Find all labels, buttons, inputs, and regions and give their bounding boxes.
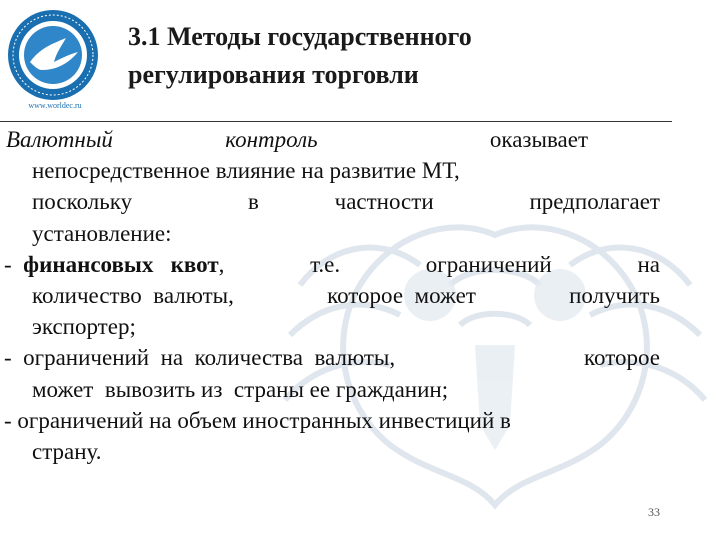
italic-term: Валютный bbox=[6, 127, 113, 152]
text-fragment: ограничений bbox=[425, 251, 552, 277]
list-item-line: страну. bbox=[32, 439, 102, 465]
text-fragment: которое bbox=[584, 345, 660, 371]
paragraph-line: непосредственное влияние на развитие МТ, bbox=[32, 158, 460, 184]
paragraph-line bbox=[0, 186, 660, 217]
list-item-line: экспортер; bbox=[32, 314, 136, 340]
text-fragment: получить bbox=[569, 283, 660, 309]
text-fragment: оказывает bbox=[489, 127, 588, 152]
italic-term: контроль bbox=[225, 127, 318, 152]
page-title bbox=[128, 18, 688, 94]
title-line-1: 3.1 Методы государственного bbox=[128, 22, 472, 51]
text-fragment: которое может bbox=[327, 283, 476, 309]
text-fragment: в bbox=[247, 189, 259, 215]
slide-body bbox=[0, 124, 660, 467]
paragraph-line bbox=[0, 124, 660, 155]
list-item bbox=[0, 342, 660, 373]
paragraph-line: установление: bbox=[32, 220, 172, 246]
list-item-line bbox=[0, 280, 660, 311]
list-dash: - финансовых квот, bbox=[4, 251, 225, 277]
bold-term: финансовых квот bbox=[23, 251, 219, 277]
text-fragment: на bbox=[637, 251, 660, 277]
list-item-line: может вывозить из страны ее гражданин; bbox=[32, 376, 449, 402]
text-fragment: количество валюты, bbox=[32, 283, 234, 309]
list-item bbox=[0, 249, 660, 280]
title-divider bbox=[0, 121, 672, 122]
text-fragment: частности bbox=[334, 189, 434, 215]
dove-globe-logo bbox=[6, 8, 100, 102]
text-fragment: предполагает bbox=[529, 189, 660, 215]
list-item: - ограничений на объем иностранных инвестиций в bbox=[4, 407, 511, 433]
text-fragment: - ограничений на количества валюты, bbox=[4, 345, 396, 371]
text-fragment: поскольку bbox=[32, 189, 133, 215]
title-line-2: регулирования торговли bbox=[128, 60, 419, 89]
text-fragment: т.е. bbox=[310, 251, 341, 277]
site-url[interactable]: www.worldec.ru bbox=[28, 101, 82, 110]
page-number: 33 bbox=[648, 505, 660, 519]
